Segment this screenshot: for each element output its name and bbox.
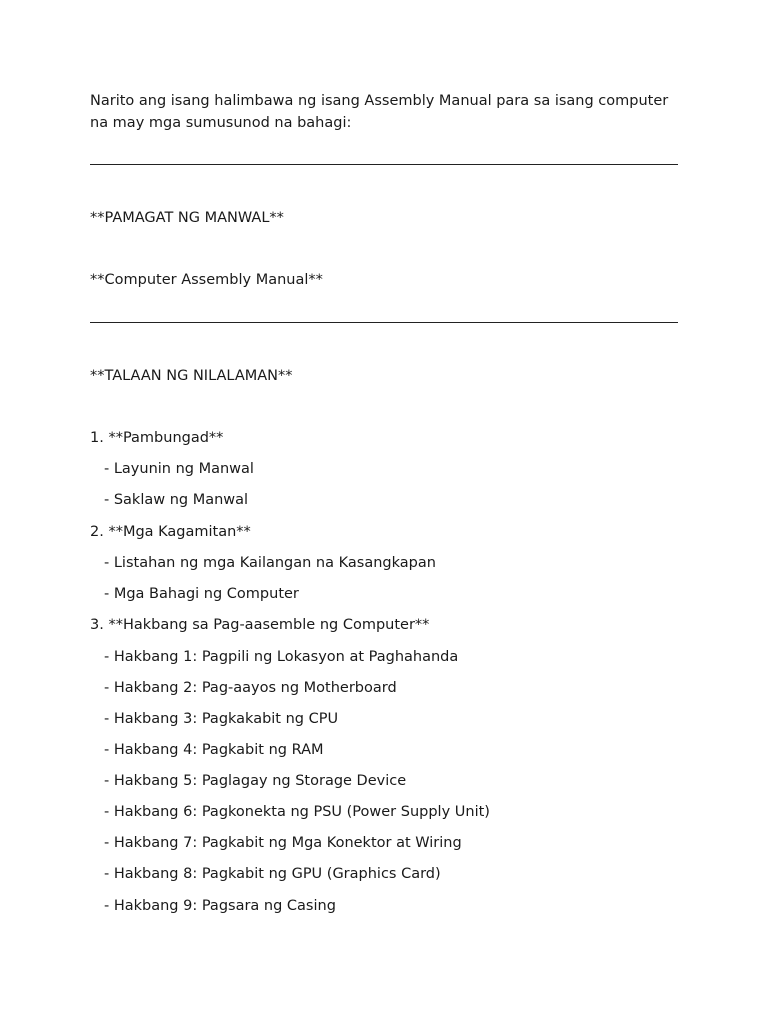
toc-item: - Hakbang 4: Pagkabit ng RAM: [104, 742, 324, 758]
horizontal-rule: [90, 164, 678, 165]
toc-item: - Hakbang 5: Paglagay ng Storage Device: [104, 773, 407, 789]
toc-item: - Mga Bahagi ng Computer: [104, 586, 299, 602]
toc-section-3: 3. **Hakbang sa Pag-aasemble ng Computer**: [90, 617, 430, 633]
toc-item: - Hakbang 1: Pagpili ng Lokasyon at Paghahanda: [104, 649, 459, 665]
toc-item: - Hakbang 3: Pagkakabit ng CPU: [104, 711, 339, 727]
toc-item: - Layunin ng Manwal: [104, 461, 254, 477]
toc-item: - Hakbang 7: Pagkabit ng Mga Konektor at Wiring: [104, 835, 462, 851]
toc-section-2: 2. **Mga Kagamitan**: [90, 524, 251, 540]
manual-title-label: **PAMAGAT NG MANWAL**: [90, 210, 284, 226]
manual-title-value: **Computer Assembly Manual**: [90, 272, 323, 288]
toc-item: - Hakbang 6: Pagkonekta ng PSU (Power Supply Unit): [104, 804, 490, 820]
toc-item: - Saklaw ng Manwal: [104, 492, 249, 508]
toc-item: - Hakbang 9: Pagsara ng Casing: [104, 898, 336, 914]
toc-section-1: 1. **Pambungad**: [90, 430, 224, 446]
toc-heading: **TALAAN NG NILALAMAN**: [90, 368, 293, 384]
horizontal-rule: [90, 322, 678, 323]
toc-item: - Listahan ng mga Kailangan na Kasangkapan: [104, 555, 436, 571]
intro-paragraph: Narito ang isang halimbawa ng isang Assembly Manual para sa isang computer na may mga sumusunod na bahagi:: [90, 93, 669, 131]
toc-item: - Hakbang 8: Pagkabit ng GPU (Graphics Card): [104, 866, 441, 882]
toc-item: - Hakbang 2: Pag-aayos ng Motherboard: [104, 680, 397, 696]
